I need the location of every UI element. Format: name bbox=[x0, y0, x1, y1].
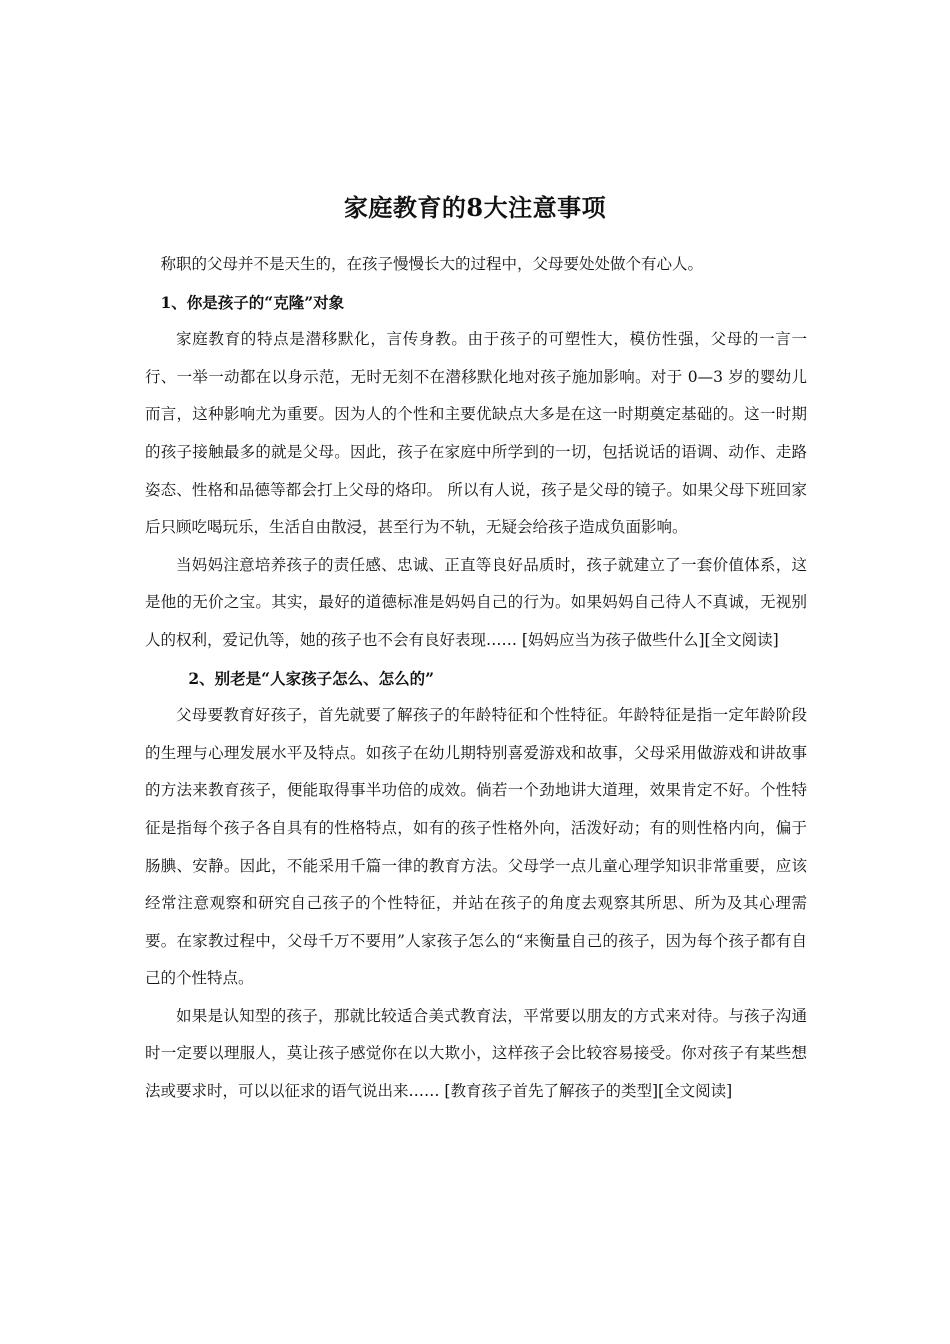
section-2-heading: 2、别老是“人家孩子怎么、怎么的” bbox=[188, 668, 435, 688]
section-1-heading: 1、你是孩子的“克隆”对象 bbox=[160, 292, 345, 312]
document-title: 家庭教育的8大注意事项 bbox=[343, 193, 607, 222]
section-2-paragraph-2: 如果是认知型的孩子，那就比较适合美式教育法，平常要以朋友的方式来对待。与孩子沟通时一定要以理服人，莫让孩子感觉你在以大欺小，这样孩子会比较容易接受。你对孩子有某些想法或要求时，可以以征求的语气说出来…… [教育孩子首先了解孩子的类型][全文阅读] bbox=[145, 1006, 807, 1101]
section-1-paragraph-2: 当妈妈注意培养孩子的责任感、忠诚、正直等良好品质时，孩子就建立了一套价值体系，这是他的无价之宝。其实，最好的道德标准是妈妈自己的行为。如果妈妈自己待人不真诚，无视别人的权利，爱记仇等，她的孩子也不会有良好表现…… [妈妈应当为孩子做些什么][全文阅读] bbox=[145, 555, 807, 649]
intro-paragraph: 称职的父母并不是天生的，在孩子慢慢长大的过程中，父母要处处做个有心人。 bbox=[160, 255, 704, 273]
section-2-paragraph-1: 父母要教育好孩子，首先就要了解孩子的年龄特征和个性特征。年龄特征是指一定年龄阶段的生理与心理发展水平及特点。如孩子在幼儿期特别喜爱游戏和故事，父母采用做游戏和讲故事的方法来教育孩子，便能取得事半功倍的成效。倘若一个劲地讲大道理，效果肯定不好。个性特征是指每个孩子各自具有的性格特点，如有的孩子性格外向，活泼好动；有的则性格内向，偏于肠腆、安静。因此，不能采用千篇一律的教育方法。父母学一点儿童心理学知识非常重要，应该经常注意观察和研究自己孩子的个性特征，并站在孩子的角度去观察其所思、所为及其心理需要。在家教过程中，父母千万不要用”人家孩子怎么的“来衡量自己的孩子，因为每个孩子都有自己的个性特点。 bbox=[145, 706, 807, 988]
section-1-paragraph-1: 家庭教育的特点是潜移默化，言传身教。由于孩子的可塑性大，模仿性强，父母的一言一行、一举一动都在以身示范，无时无刻不在潜移默化地对孩子施加影响。对于 0—3 岁的婴幼儿而言，这种影响尤为重要。因为人的个性和主要优缺点大多是在这一时期奠定基础的。这一时期的孩子接触最多的就是父母。因此，孩子在家庭中所学到的一切，包括说话的语调、动作、走路姿态、性格和品德等都会打上父母的烙印。 所以有人说，孩子是父母的镜子。如果父母下班回家后只顾吃喝玩乐，生活自由散浸，甚至行为不轨，无疑会给孩子造成负面影响。 bbox=[145, 330, 807, 537]
document-body bbox=[145, 246, 807, 1111]
